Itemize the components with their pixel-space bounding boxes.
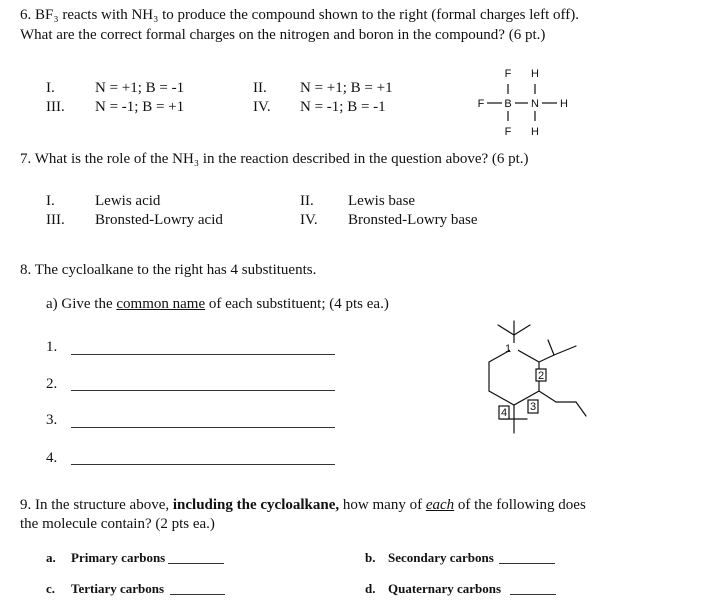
atom-h-top: H [531,68,539,80]
q7-question: 7. What is the role of the NH₃ in the reaction described in the question above? (6 pt.) [20,151,529,167]
q9-item-a-answer[interactable] [168,563,224,564]
c2-branch-up [548,340,554,355]
c3-branch-end [576,402,586,416]
atom-f-left: F [477,98,485,110]
q9-item-d-label: Quaternary carbons [388,581,502,596]
q8-part-a [46,296,389,313]
q9-item-c-answer[interactable] [170,594,225,595]
c2-branch-right [554,346,576,355]
ring-label-1: 1 [504,343,512,355]
atom-f-bottom: F [504,126,512,138]
q7-option-2-text: Lewis base [348,193,416,209]
q9-item-b-answer[interactable] [499,563,555,564]
q9-item-b-letter: b. [365,550,376,565]
q6-option-4-text: N = -1; B = -1 [300,99,386,115]
q8-answer-line-1[interactable] [71,354,335,355]
atom-n: N [531,98,539,110]
q7-option-1-num: I. [46,193,55,209]
q8-blank-3-num: 3. [46,412,58,428]
atom-f-top: F [504,68,512,80]
ring-label-4: 4 [500,407,508,419]
q9-item-b-label: Secondary carbons [388,550,494,565]
q8-part-a-prefix: a) Give the [46,296,117,312]
c2-branch-stem [539,355,554,362]
q7-option-2-num: II. [300,193,314,209]
q9-line1-suffix: of the following does [454,497,586,513]
q8-part-a-suffix: of each substituent; (4 pts ea.) [205,296,389,312]
q6-option-3-num: III. [46,99,65,115]
q9-item-a-label: Primary carbons [71,550,166,565]
c1-branch-left [498,325,514,335]
q7-option-3-num: III. [46,212,65,228]
c3-branch-stem [539,391,556,402]
q6-line1: 6. BF₃ reacts with NH₃ to produce the compound shown to the right (formal charges left off). [20,7,579,23]
cyclohexane-ring [489,348,539,405]
q7-option-3-text: Bronsted-Lowry acid [95,212,223,228]
q9-line1-prefix: 9. In the structure above, [20,497,173,513]
q9-line1-bold: including the cycloalkane, [172,497,340,513]
q9-item-d-letter: d. [365,581,376,596]
q8-part-a-underlined: common name [116,296,206,312]
q9-item-c-letter: c. [46,581,56,596]
q9-item-c-label: Tertiary carbons [71,581,165,596]
ring-label-2: 2 [537,370,545,382]
atom-h-bottom: H [531,126,539,138]
q9-line1-emph: each [425,497,455,513]
q6-option-2-text: N = +1; B = +1 [300,80,393,96]
q7-option-4-num: IV. [300,212,318,228]
q9-line1 [20,497,586,514]
q6-option-1-num: I. [46,80,55,96]
atom-b: B [504,98,512,110]
q9-line1-middle: how many of [339,497,426,513]
bf3-nh3-structure [470,62,580,142]
q8-blank-1-num: 1. [46,339,58,355]
q6-option-1-text: N = +1; B = -1 [95,80,185,96]
c1-branch-right [514,325,530,335]
q6-line2: What are the correct formal charges on the nitrogen and boron in the compound? (6 pt.) [20,27,546,43]
q6-option-4-num: IV. [253,99,271,115]
q8-answer-line-3[interactable] [71,427,335,428]
cycloalkane-structure [440,315,590,455]
atom-h-right: H [560,98,568,110]
q9-line2: the molecule contain? (2 pts ea.) [20,516,215,532]
q7-option-4-text: Bronsted-Lowry base [348,212,478,228]
q8-intro: 8. The cycloalkane to the right has 4 substituents. [20,262,317,278]
q8-blank-2-num: 2. [46,376,58,392]
q8-answer-line-4[interactable] [71,464,335,465]
q6-option-3-text: N = -1; B = +1 [95,99,185,115]
q9-item-d-answer[interactable] [510,594,556,595]
q6-option-2-num: II. [253,80,267,96]
ring-label-1-bg [510,343,518,353]
q9-item-a-letter: a. [46,550,56,565]
q7-option-1-text: Lewis acid [95,193,161,209]
ring-label-3: 3 [529,401,537,413]
q8-blank-4-num: 4. [46,450,58,466]
q8-answer-line-2[interactable] [71,390,335,391]
